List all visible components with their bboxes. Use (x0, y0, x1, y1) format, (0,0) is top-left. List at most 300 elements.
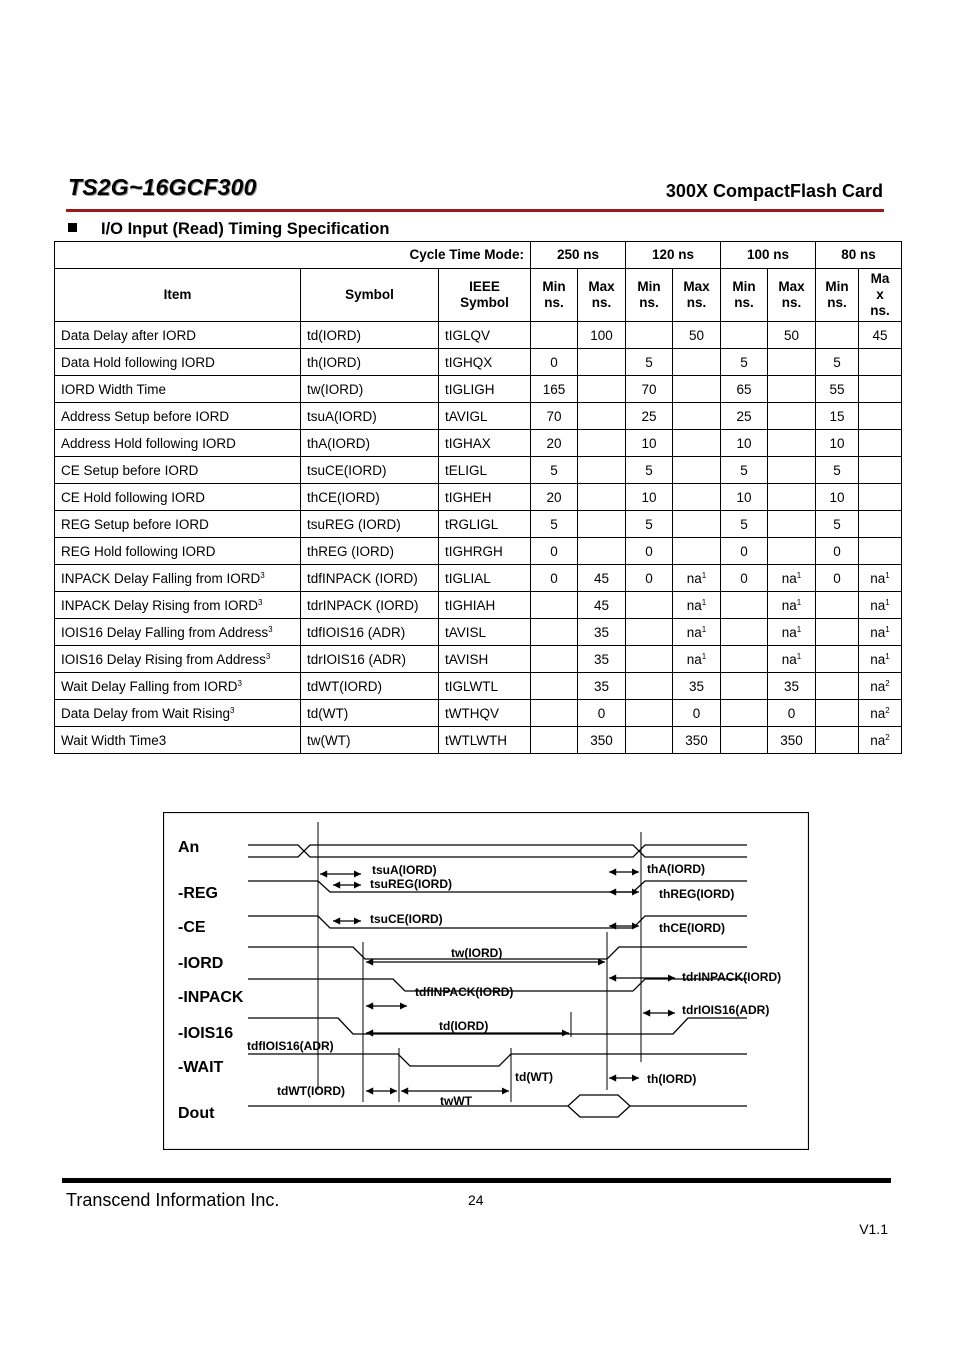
cell-item (55, 484, 301, 511)
cell-value (768, 511, 816, 538)
cell-value (626, 430, 673, 457)
cell-value-text: 5 (550, 462, 558, 478)
cell-value (578, 592, 626, 619)
cell-value-text: 5 (833, 354, 841, 370)
cell-value (721, 538, 768, 565)
cell-value-text: na (870, 705, 886, 721)
cell-value-text: na (781, 597, 797, 613)
cell-value (578, 403, 626, 430)
cell-symbol-text: tdfIOIS16 (ADR) (307, 624, 406, 640)
label-td-iord: td(IORD) (439, 1019, 489, 1033)
cell-value (721, 511, 768, 538)
cell-symbol (301, 646, 439, 673)
cell-item (55, 565, 301, 592)
footnote-ref: 1 (701, 597, 707, 607)
label-th-iord: th(IORD) (647, 1072, 697, 1086)
label-thce: thCE(IORD) (659, 921, 725, 935)
cell-symbol-text: tsuA(IORD) (307, 408, 377, 424)
signal-dout: Dout (178, 1105, 215, 1122)
cell-value (816, 511, 859, 538)
cell-value (816, 538, 859, 565)
page-number: 24 (468, 1192, 484, 1208)
cell-value (768, 646, 816, 673)
footnote-ref: 1 (701, 570, 707, 580)
label-tdwt-iord: tdWT(IORD) (277, 1084, 345, 1098)
cell-value-text: na (870, 651, 886, 667)
cell-value-text: 5 (645, 462, 653, 478)
cell-ieee-text: tELIGL (445, 462, 488, 478)
cell-ieee-text: tIGHAX (445, 435, 491, 451)
cell-symbol-text: tw(WT) (307, 732, 351, 748)
cell-value (626, 565, 673, 592)
label-tw-iord: tw(IORD) (451, 946, 503, 960)
cell-value (721, 430, 768, 457)
col-max: Max ns. (768, 269, 816, 322)
cell-value (626, 457, 673, 484)
cell-symbol (301, 430, 439, 457)
cell-item-text: Wait Width Time3 (61, 732, 167, 748)
col-ieee: IEEE Symbol (439, 269, 531, 322)
cell-value-text: 10 (641, 489, 657, 505)
cell-value-text: 0 (550, 354, 558, 370)
cell-value (816, 457, 859, 484)
cell-value-text: 350 (590, 732, 613, 748)
cell-symbol (301, 727, 439, 754)
col-max: Max ns. (673, 269, 721, 322)
cell-value-text: 0 (692, 705, 701, 721)
signal-iois16: -IOIS16 (178, 1025, 234, 1042)
cell-value (859, 376, 902, 403)
cell-value (673, 700, 721, 727)
cell-value-text: na (870, 678, 886, 694)
footnote-ref: 3 (265, 651, 271, 661)
cell-value (768, 538, 816, 565)
cell-ieee-text: tRGLIGL (445, 516, 499, 532)
cell-item-text: Address Setup before IORD (61, 408, 230, 424)
signal-wait: -WAIT (178, 1059, 224, 1076)
cell-value (859, 538, 902, 565)
cell-value (768, 619, 816, 646)
cell-ieee-text: tIGHRGH (445, 543, 503, 559)
table-row (55, 457, 902, 484)
footnote-ref: 3 (230, 705, 235, 715)
cell-value (816, 592, 859, 619)
table-row (55, 484, 902, 511)
cell-symbol (301, 457, 439, 484)
footnote-ref: 3 (258, 597, 263, 607)
cell-value (578, 700, 626, 727)
label-threg: thREG(IORD) (659, 887, 735, 901)
header-divider (66, 209, 884, 212)
cell-item (55, 592, 301, 619)
cell-value (531, 349, 578, 376)
cell-value (816, 322, 859, 349)
col-min: Min ns. (626, 269, 673, 322)
cell-value (816, 565, 859, 592)
cell-value-text: 5 (740, 516, 748, 532)
cell-value (626, 484, 673, 511)
cell-value (721, 700, 768, 727)
cell-symbol (301, 592, 439, 619)
cell-ieee (439, 673, 531, 700)
cell-value-text: 350 (685, 732, 708, 748)
cell-value (721, 457, 768, 484)
cell-ieee (439, 727, 531, 754)
cell-value (673, 511, 721, 538)
cell-value (626, 646, 673, 673)
cell-value (768, 673, 816, 700)
cell-ieee-text: tIGLQV (445, 327, 491, 343)
cell-symbol-text: thA(IORD) (307, 435, 371, 451)
cell-value (578, 349, 626, 376)
cell-item (55, 727, 301, 754)
cell-value (531, 673, 578, 700)
cell-ieee-text: tIGHIAH (445, 597, 496, 613)
cell-value (531, 565, 578, 592)
cell-ieee-text: tAVIGL (445, 408, 488, 424)
cell-value-text: 35 (593, 624, 610, 640)
cell-value (768, 322, 816, 349)
cell-value-text: na (686, 597, 702, 613)
cell-value (721, 673, 768, 700)
cell-value (673, 403, 721, 430)
label-tsuce: tsuCE(IORD) (370, 912, 443, 926)
cell-value (768, 403, 816, 430)
col-min: Min ns. (531, 269, 578, 322)
cell-value (859, 700, 902, 727)
cell-value-text: 350 (780, 732, 803, 748)
col-max: Ma x ns. (859, 269, 902, 322)
cell-value (721, 322, 768, 349)
label-tdfiois16: tdfIOIS16(ADR) (247, 1039, 334, 1053)
cell-item-text: Data Delay from Wait Rising (61, 705, 231, 721)
table-row (55, 322, 902, 349)
label-tsureg: tsuREG(IORD) (370, 877, 452, 891)
cell-value (626, 349, 673, 376)
cell-value (816, 673, 859, 700)
cell-item (55, 349, 301, 376)
label-tdfinpack: tdfINPACK(IORD) (415, 985, 514, 999)
cell-value-text: 45 (593, 597, 610, 613)
cell-value (721, 376, 768, 403)
cell-item-text: INPACK Delay Rising from IORD (61, 597, 259, 613)
cell-item (55, 619, 301, 646)
timing-spec-table (54, 241, 902, 754)
table-row (55, 376, 902, 403)
cell-value (531, 430, 578, 457)
cell-value (531, 700, 578, 727)
cell-value (626, 673, 673, 700)
cell-value-text: na (870, 732, 886, 748)
cell-item (55, 322, 301, 349)
cell-value (673, 565, 721, 592)
table-row (55, 619, 902, 646)
footnote-ref: 1 (796, 570, 802, 580)
cell-value (578, 565, 626, 592)
signal-iord: -IORD (178, 955, 224, 972)
cell-symbol-text: tdfINPACK (IORD) (307, 570, 418, 586)
cell-value (768, 592, 816, 619)
cell-value-text: na (870, 597, 886, 613)
cell-symbol (301, 673, 439, 700)
cell-value (626, 538, 673, 565)
cell-symbol-text: td(IORD) (307, 327, 361, 343)
cell-symbol (301, 403, 439, 430)
cell-value (673, 430, 721, 457)
cell-symbol-text: tsuCE(IORD) (307, 462, 387, 478)
cell-value (721, 592, 768, 619)
footnote-ref: 1 (885, 651, 890, 661)
col-max: Max ns. (578, 269, 626, 322)
cell-value-text: 35 (593, 651, 610, 667)
table-row (55, 700, 902, 727)
cell-value (816, 430, 859, 457)
cell-item (55, 457, 301, 484)
cell-value (816, 700, 859, 727)
cell-value-text: na (686, 570, 702, 586)
cell-value-text: 20 (546, 435, 562, 451)
footnote-ref: 2 (885, 678, 890, 688)
cell-value (578, 322, 626, 349)
cell-value (768, 700, 816, 727)
cell-item-text: Address Hold following IORD (61, 435, 236, 451)
cell-item-text: REG Setup before IORD (61, 516, 209, 532)
cell-value-text: 70 (546, 408, 562, 424)
cell-value (673, 538, 721, 565)
cell-value-text: 35 (593, 678, 610, 694)
cell-value (816, 376, 859, 403)
cell-symbol-text: tdrINPACK (IORD) (307, 597, 419, 613)
mode-100: 100 ns (721, 242, 816, 269)
cell-value (721, 727, 768, 754)
cell-value (531, 538, 578, 565)
cell-value-text: 165 (542, 381, 566, 397)
cell-ieee-text: tIGHQX (445, 354, 493, 370)
cell-value (578, 619, 626, 646)
cell-ieee (439, 457, 531, 484)
cell-item-text: IOIS16 Delay Falling from Address (61, 624, 269, 640)
cell-item-text: Data Delay after IORD (61, 327, 197, 343)
cell-item-text: INPACK Delay Falling from IORD (61, 570, 261, 586)
cell-value-text: 0 (740, 543, 748, 559)
cell-ieee (439, 403, 531, 430)
cell-value (673, 592, 721, 619)
cell-value-text: na (686, 624, 702, 640)
footer-divider (62, 1178, 891, 1183)
label-tsua: tsuA(IORD) (372, 863, 437, 877)
footnote-ref: 2 (885, 705, 890, 715)
cell-value (673, 727, 721, 754)
document-subtitle: 300X CompactFlash Card (665, 181, 883, 201)
table-row (55, 511, 902, 538)
cell-value-text: 10 (641, 435, 657, 451)
cell-symbol-text: tdrIOIS16 (ADR) (307, 651, 407, 667)
cell-value-text: 45 (872, 327, 888, 343)
cell-value-text: 5 (645, 354, 653, 370)
table-row (55, 673, 902, 700)
cell-value-text: 10 (736, 435, 752, 451)
cell-value (531, 592, 578, 619)
cell-item (55, 376, 301, 403)
cell-symbol (301, 376, 439, 403)
cell-value (531, 646, 578, 673)
cell-value (859, 511, 902, 538)
cell-value (721, 565, 768, 592)
cell-item-text: Wait Delay Falling from IORD (61, 678, 238, 694)
cell-value (768, 430, 816, 457)
footer-company: Transcend Information Inc. (66, 1190, 280, 1210)
cell-value-text: 0 (833, 543, 841, 559)
cell-ieee-text: tAVISH (445, 651, 489, 667)
cell-value-text: 10 (829, 435, 845, 451)
cell-value (768, 484, 816, 511)
cell-value (531, 511, 578, 538)
cell-value-text: 25 (736, 408, 752, 424)
product-logo: TS2G~16GCF300 (68, 174, 257, 200)
cell-value (578, 484, 626, 511)
cell-value (578, 673, 626, 700)
cell-value-text: 100 (590, 327, 613, 343)
cell-value (626, 700, 673, 727)
cell-value (768, 349, 816, 376)
cell-item (55, 538, 301, 565)
cell-value (721, 646, 768, 673)
footnote-ref: 1 (796, 597, 802, 607)
cell-value (721, 619, 768, 646)
cell-value (859, 673, 902, 700)
label-td-wt: td(WT) (515, 1070, 553, 1084)
cell-value-text: 35 (688, 678, 705, 694)
cell-value (859, 349, 902, 376)
cell-item-text: CE Hold following IORD (61, 489, 206, 505)
cell-value (673, 349, 721, 376)
cell-value-text: 0 (645, 570, 653, 586)
cell-symbol (301, 484, 439, 511)
cell-ieee (439, 619, 531, 646)
table-row (55, 565, 902, 592)
cell-ieee-text: tIGLIGH (445, 381, 495, 397)
cell-value (531, 619, 578, 646)
cell-value (578, 727, 626, 754)
section-title: I/O Input (Read) Timing Specification (101, 220, 390, 238)
cell-value-text: 0 (550, 570, 558, 586)
cell-value (626, 403, 673, 430)
cell-value (673, 484, 721, 511)
cell-ieee (439, 565, 531, 592)
cell-symbol-text: td(WT) (307, 705, 349, 721)
table-row (55, 727, 902, 754)
cell-item (55, 430, 301, 457)
cell-value (768, 457, 816, 484)
cell-value-text: 55 (829, 381, 845, 397)
cell-value-text: 5 (833, 516, 841, 532)
cell-value-text: 70 (641, 381, 657, 397)
cell-value-text: 25 (641, 408, 657, 424)
footnote-ref: 3 (237, 678, 242, 688)
label-tdriois16: tdrIOIS16(ADR) (682, 1003, 770, 1017)
cell-value (673, 673, 721, 700)
cell-value (768, 565, 816, 592)
label-tdrinpack: tdrINPACK(IORD) (682, 970, 782, 984)
label-twwt: twWT (440, 1094, 472, 1108)
cell-value-text: 35 (783, 678, 800, 694)
cell-ieee-text: tIGHEH (445, 489, 492, 505)
cell-value (578, 376, 626, 403)
document-version: V1.1 (859, 1221, 888, 1237)
cell-value (816, 619, 859, 646)
cell-value (626, 322, 673, 349)
cell-value (859, 646, 902, 673)
cell-ieee-text: tIGLIAL (445, 570, 491, 586)
header-row-columns (55, 269, 902, 322)
cell-ieee (439, 484, 531, 511)
cell-value (578, 430, 626, 457)
cell-value (578, 646, 626, 673)
signal-reg: -REG (178, 885, 218, 902)
cell-symbol-text: tsuREG (IORD) (307, 516, 401, 532)
cell-value (673, 322, 721, 349)
cell-value (626, 619, 673, 646)
cell-item (55, 673, 301, 700)
cell-ieee (439, 646, 531, 673)
mode-250: 250 ns (531, 242, 626, 269)
cell-value-text: 0 (645, 543, 653, 559)
cell-value (578, 457, 626, 484)
cell-ieee (439, 592, 531, 619)
cell-value-text: na (870, 570, 886, 586)
cell-symbol (301, 511, 439, 538)
cell-item-text: IOIS16 Delay Rising from Address (61, 651, 266, 667)
table-row (55, 403, 902, 430)
footnote-ref: 1 (885, 624, 890, 634)
cell-value-text: 5 (550, 516, 558, 532)
cell-value (721, 403, 768, 430)
table-row (55, 538, 902, 565)
cell-symbol (301, 565, 439, 592)
cell-value-text: na (781, 570, 797, 586)
cell-value (859, 457, 902, 484)
read-timing-diagram (163, 812, 809, 1150)
cell-value-text: 50 (783, 327, 800, 343)
cell-value-text: na (781, 624, 797, 640)
cell-item (55, 403, 301, 430)
col-symbol: Symbol (301, 269, 439, 322)
cell-value-text: 5 (740, 462, 748, 478)
cell-value-text: 0 (597, 705, 606, 721)
cell-value (626, 592, 673, 619)
footnote-ref: 1 (701, 624, 707, 634)
footnote-ref: 1 (796, 651, 802, 661)
cell-value (816, 646, 859, 673)
cell-value (816, 403, 859, 430)
cell-ieee (439, 376, 531, 403)
cell-symbol (301, 322, 439, 349)
cell-value (673, 619, 721, 646)
cell-value (531, 457, 578, 484)
cell-value (531, 727, 578, 754)
cell-value (859, 592, 902, 619)
table-row (55, 430, 902, 457)
table-row (55, 349, 902, 376)
cell-value (859, 403, 902, 430)
square-bullet-icon (68, 223, 77, 232)
cell-value-text: na (686, 651, 702, 667)
cell-ieee (439, 700, 531, 727)
cell-value (816, 484, 859, 511)
cell-value (673, 376, 721, 403)
cell-symbol (301, 349, 439, 376)
cell-value-text: 0 (833, 570, 841, 586)
